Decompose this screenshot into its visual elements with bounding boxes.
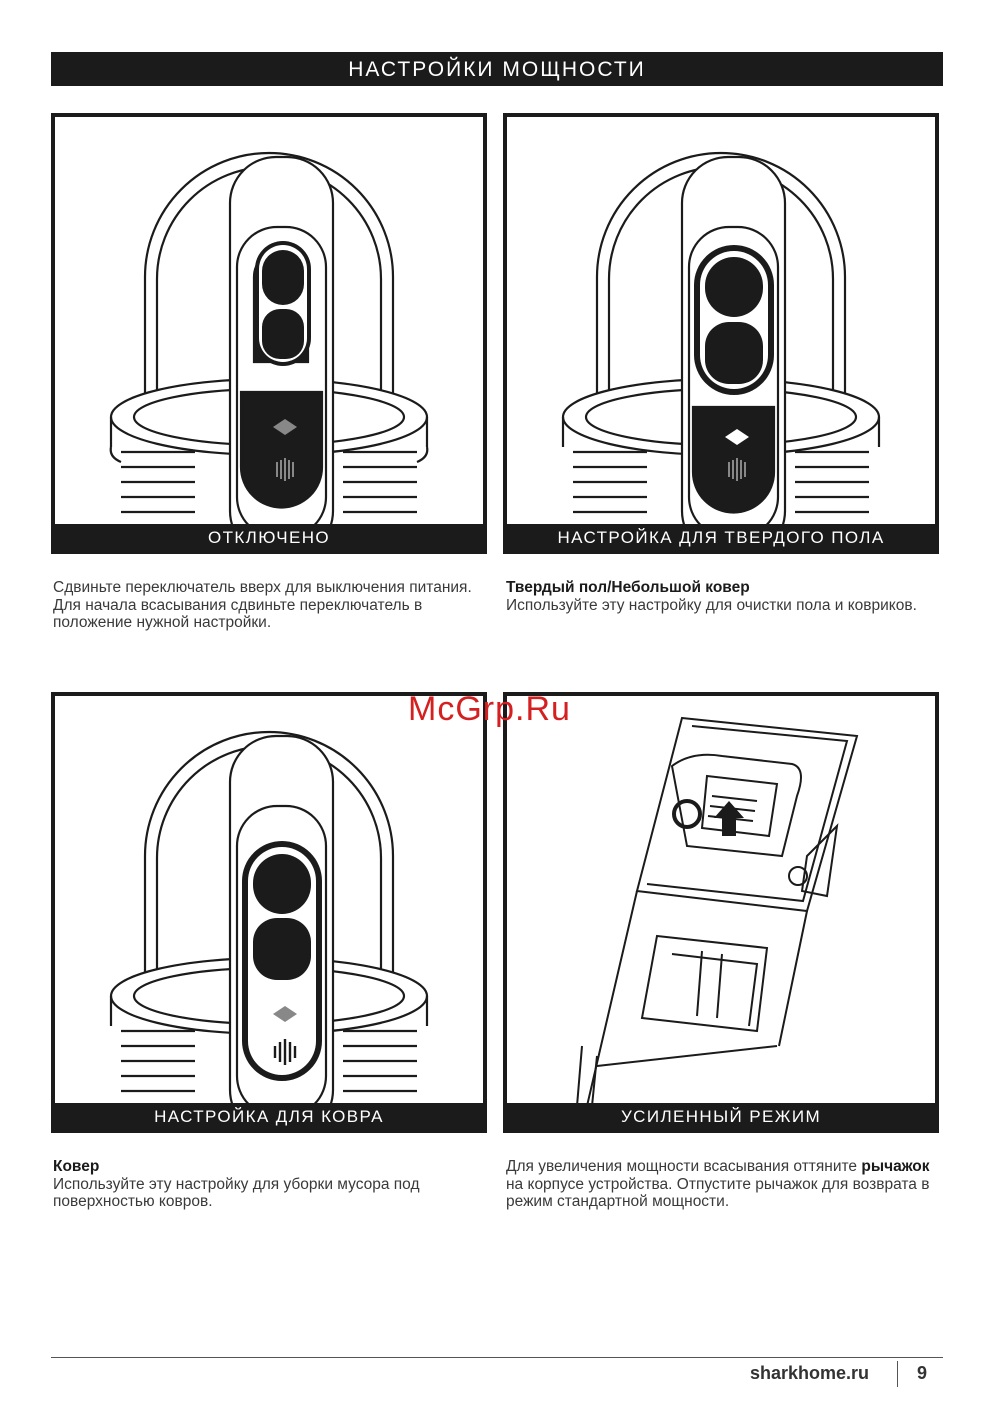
description-line <box>506 1158 931 1211</box>
footer-divider <box>51 1357 943 1358</box>
boost-trigger-illustration <box>507 696 935 1129</box>
description-text: Для увеличения мощности всасывания оттяните <box>506 1158 862 1175</box>
switch-carpet-illustration <box>55 696 483 1129</box>
description-heading: Ковер <box>53 1158 100 1175</box>
description-heading: Твердый пол/Небольшой ковер <box>506 579 750 596</box>
panel-hard-floor-caption: НАСТРОЙКА ДЛЯ ТВЕРДОГО ПОЛА <box>507 524 935 550</box>
page-title: НАСТРОЙКИ МОЩНОСТИ <box>51 52 943 86</box>
panel-off-caption: ОТКЛЮЧЕНО <box>55 524 483 550</box>
description-bold-term: рычажок <box>861 1158 930 1175</box>
watermark: McGrp.Ru <box>408 690 571 728</box>
panel-off-description <box>53 579 493 632</box>
panel-off <box>51 113 487 554</box>
panel-boost <box>503 692 939 1133</box>
description-line: Используйте эту настройку для уборки мусора под поверхностью ковров. <box>53 1175 420 1210</box>
switch-off-illustration <box>55 117 483 550</box>
description-line: Сдвиньте переключатель вверх для выключения питания. <box>53 579 472 596</box>
panel-carpet-caption: НАСТРОЙКА ДЛЯ КОВРА <box>55 1103 483 1129</box>
panel-boost-description <box>506 1158 931 1211</box>
footer-site: sharkhome.ru <box>750 1363 870 1383</box>
description-text: на корпусе устройства. Отпустите рычажок для возврата в режим стандартной мощности. <box>506 1175 930 1210</box>
panel-carpet <box>51 692 487 1133</box>
panel-carpet-description <box>53 1158 493 1211</box>
switch-hard-floor-illustration <box>507 117 935 550</box>
page-number: 9 <box>917 1363 928 1383</box>
description-line: Для начала всасывания сдвиньте переключатель в положение нужной настройки. <box>53 596 423 631</box>
description-line: Используйте эту настройку для очистки пола и ковриков. <box>506 596 917 614</box>
panel-hard-floor <box>503 113 939 554</box>
panel-hard-floor-description <box>506 579 946 614</box>
footer-separator <box>897 1361 898 1387</box>
panel-boost-caption: УСИЛЕННЫЙ РЕЖИМ <box>507 1103 935 1129</box>
